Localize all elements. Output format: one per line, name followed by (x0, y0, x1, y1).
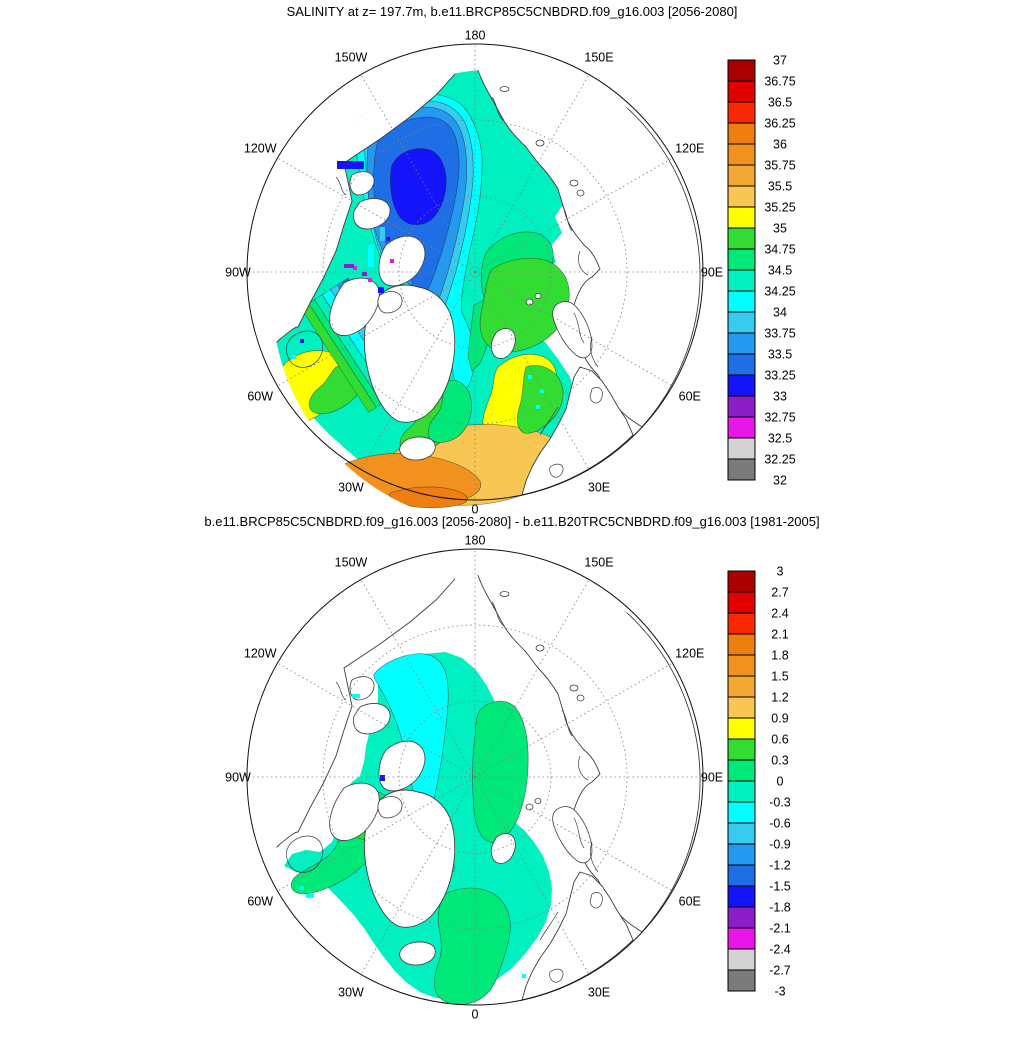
colorbar-swatch (728, 739, 755, 760)
colorbar-tick-label: 2.1 (771, 627, 789, 642)
colorbar-tick-label: -1.8 (769, 900, 791, 915)
colorbar-swatch (728, 613, 755, 634)
colorbar-swatch (728, 970, 755, 991)
colorbar-tick-label: 36.5 (767, 95, 793, 110)
ocean-speck (337, 161, 364, 169)
ocean-speck (300, 339, 304, 343)
longitude-label: 150W (334, 50, 368, 65)
colorbar-tick-label: -3 (774, 984, 786, 999)
island (526, 804, 533, 810)
colorbar-swatch (728, 438, 755, 459)
coastline-detail (578, 251, 588, 275)
island (536, 645, 544, 651)
longitude-label: 0 (471, 502, 479, 517)
colorbar-tick-label: 0 (776, 774, 784, 789)
longitude-label: 150E (584, 50, 614, 65)
ocean-region (434, 888, 510, 1005)
colorbar-swatch (728, 781, 755, 802)
longitude-label: 30E (587, 480, 611, 495)
colorbar-swatch (728, 186, 755, 207)
ocean-speck (536, 405, 540, 409)
colorbar-tick-label: 35.25 (764, 200, 796, 215)
longitude-label: 0 (471, 1007, 479, 1022)
colorbar-tick-label: 32.25 (764, 452, 796, 467)
colorbar-tick-label: 32.5 (767, 431, 793, 446)
colorbar-tick-label: 33 (773, 389, 787, 404)
colorbar-tick-label: -1.2 (769, 858, 791, 873)
longitude-label: 120E (675, 646, 705, 661)
colorbar-swatch (728, 865, 755, 886)
ocean-speck (466, 54, 487, 59)
longitude-label: 60W (247, 894, 274, 909)
colorbar-swatch (728, 459, 755, 480)
bottom-difference-map (215, 517, 735, 1037)
colorbar-tick-label: 0.9 (771, 711, 789, 726)
colorbar-tick-label: 35 (773, 221, 787, 236)
ocean-speck (462, 45, 496, 57)
colorbar-swatch (728, 592, 755, 613)
longitude-label: 60E (678, 894, 701, 909)
colorbar-tick-label: 1.8 (771, 648, 789, 663)
longitude-label: 90E (700, 770, 724, 785)
coastline-detail (578, 756, 588, 780)
longitude-label: 180 (464, 533, 486, 548)
colorbar-swatch (728, 81, 755, 102)
colorbar-tick-label: 3 (776, 564, 784, 579)
colorbar-tick-label: 1.2 (771, 690, 789, 705)
ocean-speck (390, 259, 394, 263)
island (500, 592, 509, 597)
colorbar-swatch (728, 333, 755, 354)
colorbar-tick-label: 36 (773, 137, 787, 152)
colorbar-swatch (728, 634, 755, 655)
longitude-label: 30W (338, 480, 364, 495)
ocean-speck (368, 278, 372, 282)
bottom-colorbar (726, 560, 846, 1005)
colorbar-swatch (728, 144, 755, 165)
colorbar-swatch (728, 655, 755, 676)
colorbar-tick-label: 0.6 (771, 732, 789, 747)
longitude-label: 120W (243, 646, 277, 661)
colorbar-swatch (728, 60, 755, 81)
colorbar-tick-label: -0.9 (769, 837, 791, 852)
colorbar-swatch (728, 823, 755, 844)
top-map-title: SALINITY at z= 197.7m, b.e11.BRCP85C5CNBDRD.f09_g16.003 [2056-2080] (286, 4, 738, 19)
island (536, 140, 544, 146)
island (577, 695, 584, 701)
colorbar-swatch (728, 207, 755, 228)
longitude-label: 150W (334, 555, 368, 570)
colorbar-tick-label: 2.7 (771, 585, 789, 600)
island (535, 799, 541, 804)
colorbar-tick-label: 34.25 (764, 284, 796, 299)
colorbar-tick-label: 1.5 (771, 669, 789, 684)
longitude-label: 30E (587, 985, 611, 1000)
ocean-speck (386, 237, 390, 241)
island (577, 190, 584, 196)
colorbar-swatch (728, 165, 755, 186)
ocean-speck (344, 264, 354, 268)
colorbar-tick-label: -0.3 (769, 795, 791, 810)
colorbar-swatch (728, 123, 755, 144)
colorbar-tick-label: 36.25 (764, 116, 796, 131)
colorbar-swatch (728, 928, 755, 949)
longitude-label: 120E (675, 141, 705, 156)
ocean-speck (392, 225, 396, 229)
colorbar-swatch (728, 760, 755, 781)
colorbar-swatch (728, 844, 755, 865)
colorbar-swatch (728, 228, 755, 249)
colorbar-tick-label: 36.75 (764, 74, 796, 89)
colorbar-tick-label: 32 (773, 473, 787, 488)
colorbar-swatch (728, 102, 755, 123)
ocean-speck (362, 272, 367, 276)
colorbar-swatch (728, 571, 755, 592)
longitude-label: 150E (584, 555, 614, 570)
colorbar-swatch (728, 886, 755, 907)
longitude-label: 180 (464, 28, 486, 43)
colorbar-swatch (728, 949, 755, 970)
ocean-speck (292, 355, 296, 359)
colorbar-tick-label: 35.75 (764, 158, 796, 173)
ocean-speck (380, 227, 385, 241)
longitude-label: 60W (247, 389, 274, 404)
ocean-speck (368, 245, 374, 267)
colorbar-tick-label: 33.25 (764, 368, 796, 383)
colorbar-swatch (728, 354, 755, 375)
colorbar-tick-label: 2.4 (771, 606, 789, 621)
colorbar-tick-label: -2.4 (769, 942, 791, 957)
colorbar-swatch (728, 270, 755, 291)
ocean-speck (380, 775, 385, 781)
ocean-speck (300, 886, 304, 890)
island (526, 299, 533, 305)
colorbar-swatch (728, 312, 755, 333)
island (570, 685, 578, 691)
longitude-label: 90W (225, 265, 251, 280)
island (535, 294, 541, 299)
colorbar-tick-label: -2.1 (769, 921, 791, 936)
ocean-speck (306, 894, 314, 898)
longitude-label: 60E (678, 389, 701, 404)
ocean-speck (528, 375, 532, 379)
colorbar-swatch (728, 676, 755, 697)
colorbar-tick-label: 34.75 (764, 242, 796, 257)
longitude-label: 30W (338, 985, 364, 1000)
colorbar-swatch (728, 375, 755, 396)
island (500, 87, 509, 92)
island (570, 180, 578, 186)
colorbar-tick-label: 0.3 (771, 753, 789, 768)
ocean-speck (378, 287, 384, 293)
longitude-label: 90W (225, 770, 251, 785)
ocean-speck (540, 389, 544, 393)
ocean-speck (522, 974, 526, 978)
colorbar-tick-label: -1.5 (769, 879, 791, 894)
colorbar-tick-label: 34 (773, 305, 787, 320)
top-colorbar (726, 49, 846, 494)
colorbar-swatch (728, 291, 755, 312)
longitude-label: 90E (700, 265, 724, 280)
colorbar-swatch (728, 396, 755, 417)
colorbar-swatch (728, 697, 755, 718)
longitude-label: 120W (243, 141, 277, 156)
colorbar-tick-label: -0.6 (769, 816, 791, 831)
colorbar-swatch (728, 718, 755, 739)
bottom-map-title: b.e11.BRCP85C5CNBDRD.f09_g16.003 [2056-2080] - b.e11.B20TRC5CNBDRD.f09_g16.003 [1981-2005] (204, 514, 820, 529)
colorbar-tick-label: 37 (773, 53, 787, 68)
colorbar-tick-label: 33.75 (764, 326, 796, 341)
colorbar-tick-label: 35.5 (767, 179, 793, 194)
colorbar-swatch (728, 802, 755, 823)
colorbar-tick-label: 34.5 (767, 263, 793, 278)
colorbar-swatch (728, 249, 755, 270)
colorbar-swatch (728, 907, 755, 928)
top-salinity-map (215, 12, 735, 532)
ocean-region (468, 556, 506, 574)
colorbar-tick-label: -2.7 (769, 963, 791, 978)
colorbar-tick-label: 32.75 (764, 410, 796, 425)
ocean-speck (352, 694, 360, 698)
colorbar-swatch (728, 417, 755, 438)
colorbar-tick-label: 33.5 (767, 347, 793, 362)
